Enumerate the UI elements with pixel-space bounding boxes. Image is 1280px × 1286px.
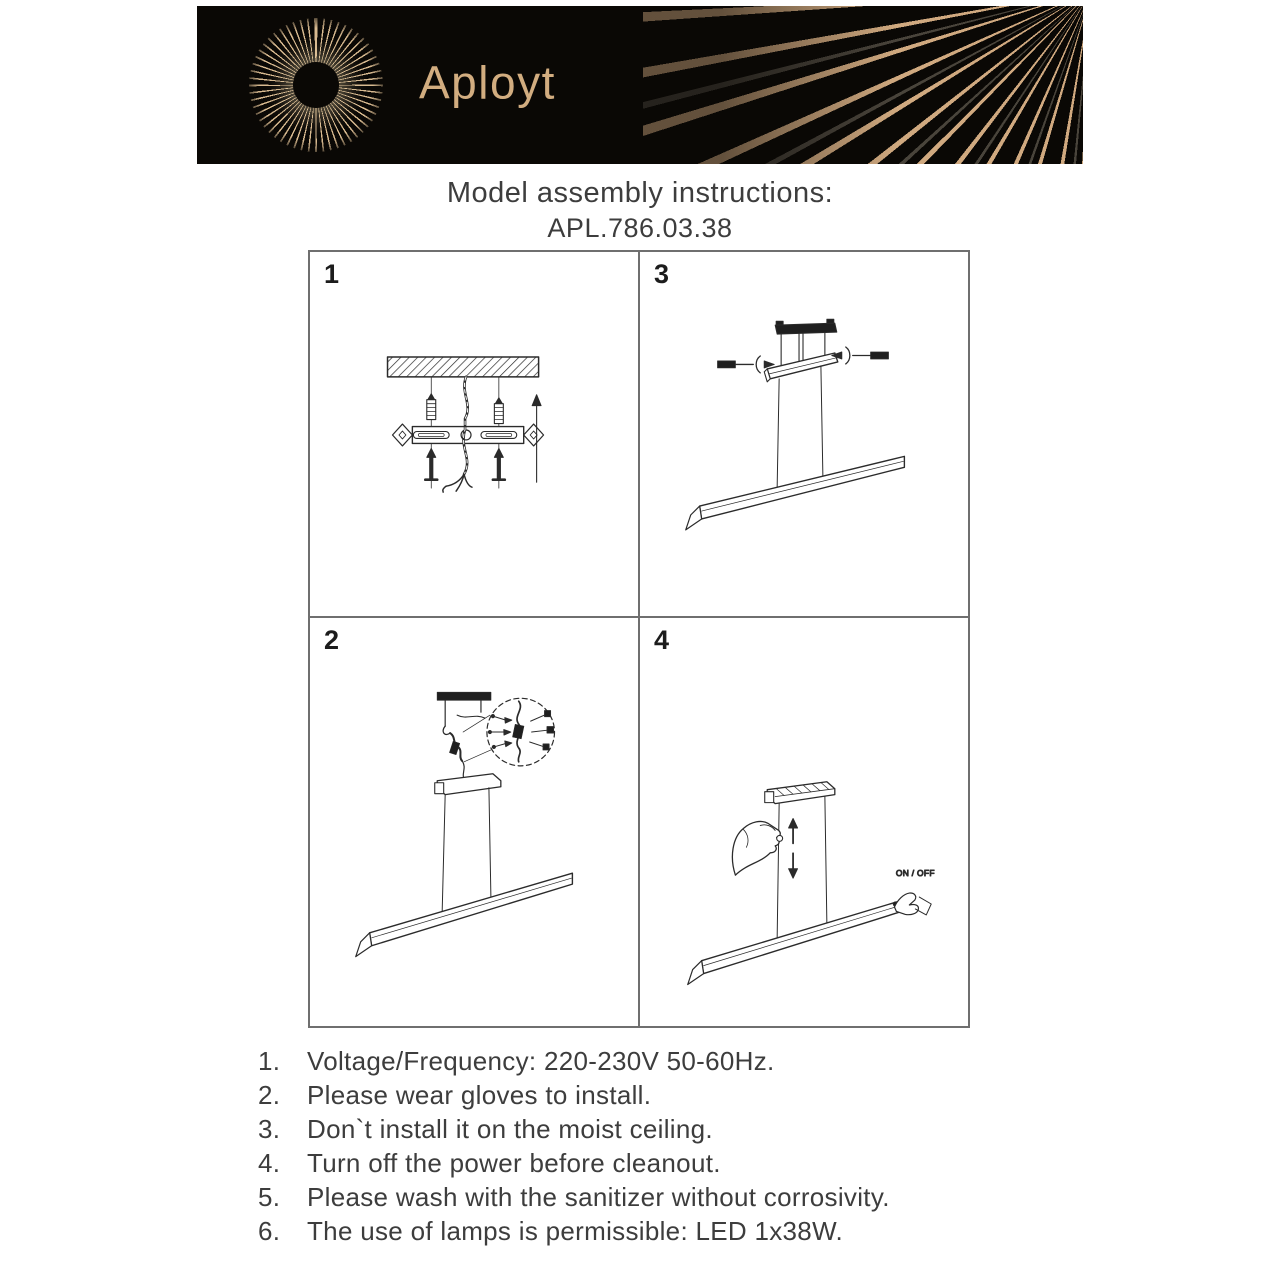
step-number-4: 4 xyxy=(654,625,670,655)
canopy xyxy=(435,774,501,795)
step-3-illustration xyxy=(640,252,968,616)
up-down-arrows xyxy=(789,819,798,879)
note-item xyxy=(258,1214,1280,1248)
light-bar xyxy=(688,899,907,984)
wall-anchor-left xyxy=(427,394,436,420)
suspension-wires xyxy=(777,797,827,938)
note-item xyxy=(258,1044,1280,1078)
note-item xyxy=(258,1146,1280,1180)
suspension-wires xyxy=(777,366,823,487)
model-number: APL.786.03.38 xyxy=(547,213,733,243)
note-number: 4. xyxy=(258,1148,281,1178)
note-number: 6. xyxy=(258,1216,281,1246)
brand-name: Aployt xyxy=(419,56,556,109)
light-bar xyxy=(356,873,573,956)
step-panel-3 xyxy=(640,252,968,616)
note-text: Don`t install it on the moist ceiling. xyxy=(307,1114,713,1144)
step-panel-4 xyxy=(640,618,968,1026)
step-1-illustration xyxy=(310,252,638,616)
note-text: Turn off the power before cleanout. xyxy=(307,1148,721,1178)
step-panel-2 xyxy=(310,618,638,1026)
page-title: Model assembly instructions: xyxy=(446,177,834,209)
note-text: Please wear gloves to install. xyxy=(307,1080,652,1110)
canopy xyxy=(765,782,835,804)
side-screw-right xyxy=(832,347,889,364)
sunburst-logo-icon xyxy=(249,18,383,152)
suspension-wires xyxy=(442,788,491,911)
note-item xyxy=(258,1180,1280,1214)
note-text: Please wash with the sanitizer without corrosivity. xyxy=(307,1182,890,1212)
note-item xyxy=(258,1112,1280,1146)
screw-right xyxy=(493,448,505,479)
step-number-2: 2 xyxy=(324,625,340,655)
step-number-1: 1 xyxy=(324,259,340,289)
note-item xyxy=(258,1078,1280,1112)
step-number-3: 3 xyxy=(654,259,670,289)
canopy-crossbar xyxy=(764,353,838,382)
step-panel-1 xyxy=(310,252,638,616)
wall-anchor-right xyxy=(494,398,503,424)
decorative-corner-rays-icon xyxy=(643,6,1083,164)
mounting-bracket xyxy=(392,424,543,446)
adjusting-hand xyxy=(732,821,782,875)
magnified-detail xyxy=(487,698,555,766)
onoff-label: ON / OFF xyxy=(895,868,935,879)
screw-left xyxy=(425,448,437,479)
ceiling-bracket xyxy=(437,692,491,734)
brand-banner xyxy=(197,6,1083,164)
note-number: 2. xyxy=(258,1080,281,1110)
note-text: The use of lamps is permissible: LED 1x38W. xyxy=(307,1216,843,1246)
note-number: 5. xyxy=(258,1182,281,1212)
note-text: Voltage/Frequency: 220-230V 50-60Hz. xyxy=(307,1046,775,1076)
sunburst-core xyxy=(293,62,339,108)
note-number: 3. xyxy=(258,1114,281,1144)
switch-hand xyxy=(893,893,931,915)
light-bar xyxy=(686,456,905,530)
note-number: 1. xyxy=(258,1046,281,1076)
magnifier-leader-lines xyxy=(463,715,491,762)
step-2-illustration xyxy=(310,618,638,1026)
instruction-notes xyxy=(258,1044,1280,1248)
ceiling-slab xyxy=(388,357,539,377)
step-4-illustration xyxy=(640,618,968,1026)
ceiling-plate xyxy=(775,319,837,334)
wire-connector-cluster xyxy=(449,715,484,780)
instruction-grid xyxy=(308,250,970,1028)
title-block xyxy=(0,175,1280,245)
